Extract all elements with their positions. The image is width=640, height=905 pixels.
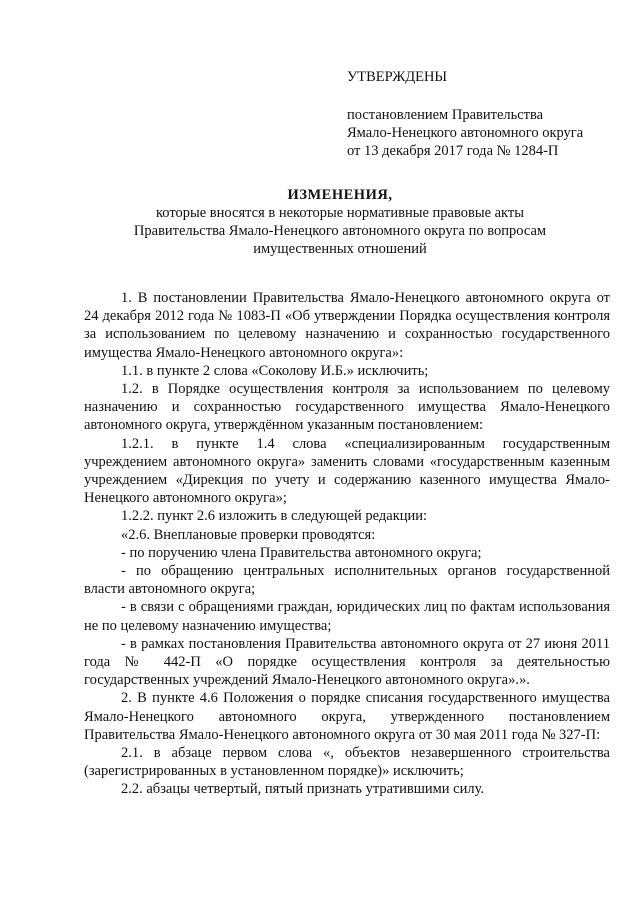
paragraph: - в связи с обращениями граждан, юридических лиц по фактам использования не по целевому назначению имущества;: [84, 599, 610, 634]
document-title: [60, 186, 620, 258]
title-subline: Правительства Ямало-Ненецкого автономного округа по вопросам: [133, 223, 547, 239]
paragraph: - по обращению центральных исполнительных органов государственной власти автономного округа;: [84, 563, 610, 598]
paragraph: 2.1. в абзаце первом слова «, объектов незавершенного строительства (зарегистрированных в установленном порядке)» исключить;: [84, 745, 610, 780]
title-subline: имущественных отношений: [253, 241, 427, 257]
paragraph: 1.1. в пункте 2 слова «Соколову И.Б.» исключить;: [121, 362, 429, 379]
paragraph: «2.6. Внеплановые проверки проводятся:: [121, 526, 376, 543]
paragraph: 2.2. абзацы четвертый, пятый признать утратившими силу.: [121, 781, 485, 798]
title-main: ИЗМЕНЕНИЯ,: [287, 187, 393, 203]
document-body: [84, 289, 610, 799]
approval-block: [347, 68, 627, 160]
title-subline: которые вносятся в некоторые нормативные правовые акты: [155, 205, 524, 221]
approval-line: от 13 декабря 2017 года № 1284-П: [347, 143, 559, 159]
paragraph: 1. В постановлении Правительства Ямало-Ненецкого автономного округа от 24 декабря 2012 года № 1083-П «Об утверждении Порядка осуществления контроля за использованием по целевому назначению и сохранностью государственного имущества Ямало-Ненецкого автономного округа»:: [84, 290, 610, 361]
approval-line: постановлением Правительства: [347, 107, 544, 123]
approval-heading: УТВЕРЖДЕНЫ: [347, 69, 448, 85]
paragraph: 2. В пункте 4.6 Положения о порядке списания государственного имущества Ямало-Ненецкого автономного округа, утвержденного постановлением Правительства Ямало-Ненецкого автономного округа от 30 мая 2011 года № 327-П:: [84, 690, 610, 743]
paragraph: - по поручению члена Правительства автономного округа;: [121, 544, 482, 561]
paragraph: 1.2. в Порядке осуществления контроля за использованием по целевому назначению и сохранностью государственного имущества Ямало-Ненецкого автономного округа, утверждённом указанным постановлением:: [84, 381, 610, 434]
approval-line: Ямало-Ненецкого автономного округа: [347, 125, 584, 141]
paragraph: 1.2.1. в пункте 1.4 слова «специализированным государственным учреждением автономного округа» заменить словами «государственным казенным учреждением «Дирекция по учету и содержанию казенного имущества Ямало-Ненецкого автономного округа»;: [84, 435, 610, 507]
paragraph: - в рамках постановления Правительства автономного округа от 27 июня 2011 года № 442-П «О порядке осуществления контроля за деятельностью государственных учреждений Ямало-Ненецкого автономного округа».».: [84, 635, 610, 689]
paragraph: 1.2.2. пункт 2.6 изложить в следующей редакции:: [121, 508, 428, 525]
